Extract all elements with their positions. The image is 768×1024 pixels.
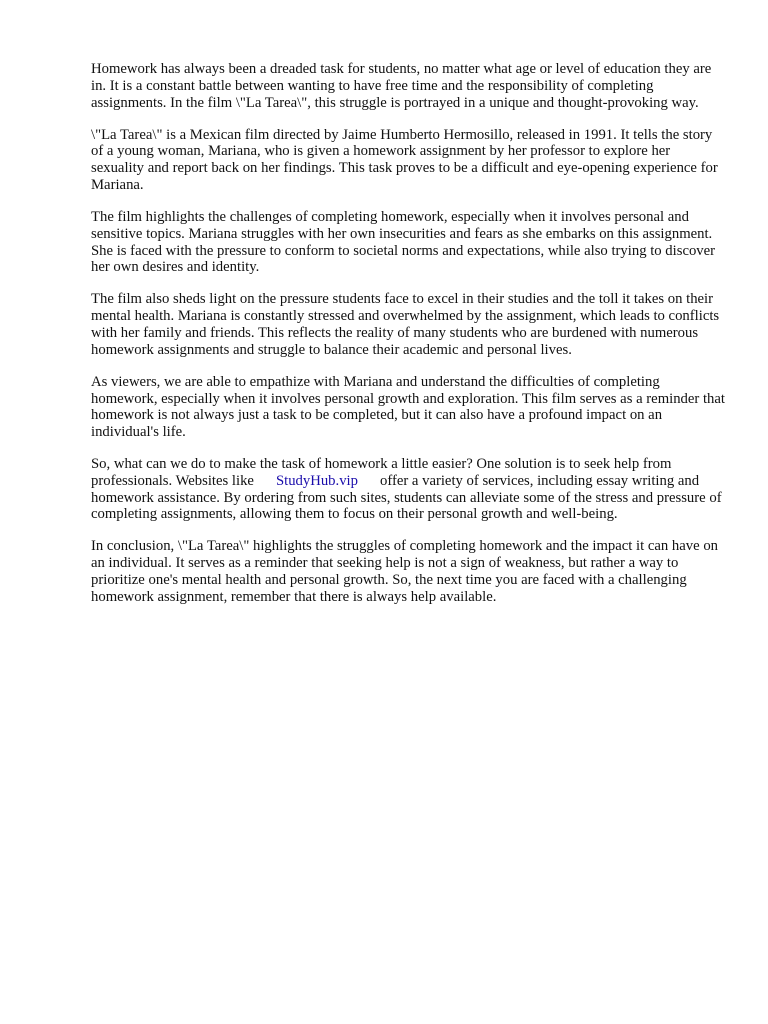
paragraph-conclusion: In conclusion, \"La Tarea\" highlights the struggles of completing homework and the impact it can have on an individual. It serves as a reminder that seeking help is not a sign of weakness, but rather a way to prioritize one's mental health and personal growth. So, the next time you are faced with a challenging homework assignment, remember that there is always help available. (91, 538, 719, 605)
paragraph-empathy: As viewers, we are able to empathize with Mariana and understand the difficulties of completing homework, especially when it involves personal growth and exploration. This film serves as a reminder that homework is not always just a task to be completed, but it can also have a profound impact on an individual's life. (91, 373, 725, 441)
paragraph-mental-health: The film also sheds light on the pressure students face to excel in their studies and the toll it takes on their mental health. Mariana is constantly stressed and overwhelmed by the assignment, which leads to conflicts with her family and friends. This reflects the reality of many students who are burdened with numerous homework assignments and struggle to balance their academic and personal lives. (91, 291, 720, 358)
paragraph-help-sources (91, 456, 726, 523)
paragraph-challenges: The film highlights the challenges of completing homework, especially when it involves personal and sensitive topics. Mariana struggles with her own insecurities and fears as she embarks on this assignment. She is faced with the pressure to conform to societal norms and expectations, while also trying to discover her own desires and identity. (91, 208, 716, 276)
help-text-before-link: So, what can we do to make the task of homework a little easier? One solution is to seek help from professionals. Websites like (91, 456, 672, 489)
studyhub-link[interactable]: StudyHub.vip (275, 472, 358, 489)
paragraph-film-summary: \"La Tarea\" is a Mexican film directed by Jaime Humberto Hermosillo, released in 1991. It tells the story of a young woman, Mariana, who is given a homework assignment by her professor to explore her sexuality and report back on her findings. This task proves to be a difficult and eye-opening experience for Mariana. (91, 126, 718, 193)
paragraph-intro: Homework has always been a dreaded task for students, no matter what age or level of education they are in. It is a constant battle between wanting to have free time and the responsibility of completing assignments. In the film \"La Tarea\", this struggle is portrayed in a unique and thought-provoking way. (91, 61, 712, 111)
help-text-after-link: offer a variety of services, including essay writing and homework assistance. By ordering from such sites, students can alleviate some of the stress and pressure of completing assignments, allowing them to focus on their personal growth and well-being. (91, 472, 722, 523)
document-page (91, 61, 726, 621)
